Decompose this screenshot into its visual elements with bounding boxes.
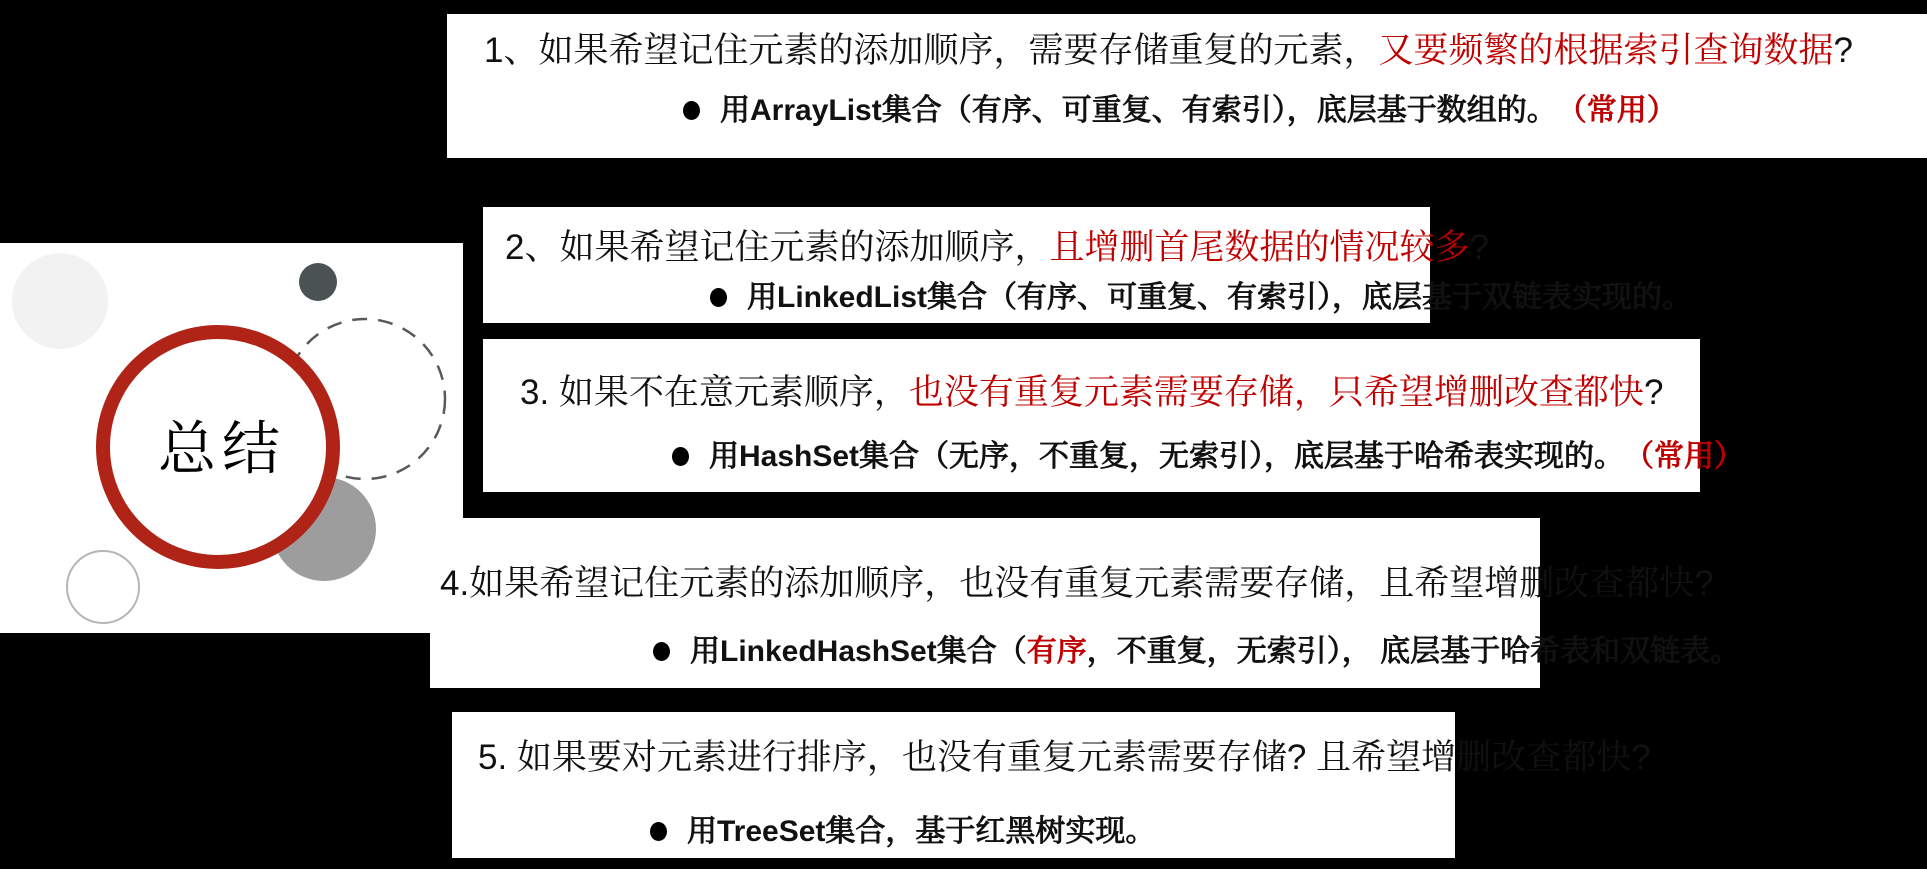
answer-line [483,415,1745,475]
bullet-icon [710,288,727,307]
answer-segment: 用HashSet集合（无序，不重复，无索引），底层基于哈希表实现的。 [709,439,1640,473]
qa-block-linkedhashset [430,518,1741,688]
answer-segment: 用TreeSet集合，基于红黑树实现。 [687,814,1156,848]
answer-line [430,606,1741,670]
answer-segment: 用LinkedList集合（有序、可重复、有索引），底层基于双链表实现的。 [747,280,1693,314]
summary-graphic [0,243,463,633]
answer-text [687,814,1155,850]
answer-text [747,280,1692,316]
answer-segment: 有序 [1026,634,1087,668]
question-segment: 且增删首尾数据的情况较多 [1049,228,1470,267]
answer-segment: （常用） [1639,439,1745,473]
question-segment: 2、如果希望记住元素的添加顺序， [505,228,1050,267]
decor-circle-light [12,253,108,349]
decor-circle-outline [67,551,139,623]
question-line [483,339,1700,415]
question-line [483,207,1489,270]
bullet-icon [650,822,667,841]
answer-segment: 用LinkedHashSet集合（ [690,634,1027,668]
answer-segment: ，不重复，无索引）， 底层基于哈希表和双链表。 [1086,634,1741,668]
question-segment: 3. 如果不在意元素顺序， [520,373,909,412]
question-segment: 4.如果希望记住元素的添加顺序，也没有重复元素需要存储，且希望增删改查都快? [440,564,1714,603]
summary-card [0,243,463,633]
question-segment: 又要频繁的根据索引查询数据 [1378,31,1834,70]
answer-text [690,634,1740,670]
answer-line [447,73,1927,129]
qa-block-arraylist [447,14,1927,158]
answer-text [720,93,1677,129]
qa-block-linkedlist [483,207,1693,323]
answer-segment: 用ArrayList集合（有序、可重复、有索引），底层基于数组的。 [720,93,1572,127]
bullet-icon [683,101,700,120]
question-line [452,712,1651,780]
question-segment: 也没有重复元素需要存储，只希望增删改查都快 [908,373,1644,412]
answer-line [452,780,1455,850]
qa-block-treeset [452,712,1651,858]
question-line [447,14,1927,73]
qa-block-hashset [483,339,1745,492]
question-segment: ? [1469,228,1489,267]
bullet-icon [653,642,670,661]
answer-text [709,439,1744,475]
summary-title: 总结 [157,416,287,482]
answer-line [483,270,1693,316]
question-segment: 5. 如果要对元素进行排序，也没有重复元素需要存储? 且希望增删改查都快? [478,738,1651,777]
bullet-icon [672,447,689,466]
question-line [430,518,1714,606]
question-segment: 1、如果希望记住元素的添加顺序，需要存储重复的元素， [484,31,1379,70]
question-segment: ? [1643,373,1664,412]
answer-segment: （常用） [1571,93,1677,127]
decor-circle-dark [299,263,337,301]
question-segment: ? [1833,31,1853,70]
